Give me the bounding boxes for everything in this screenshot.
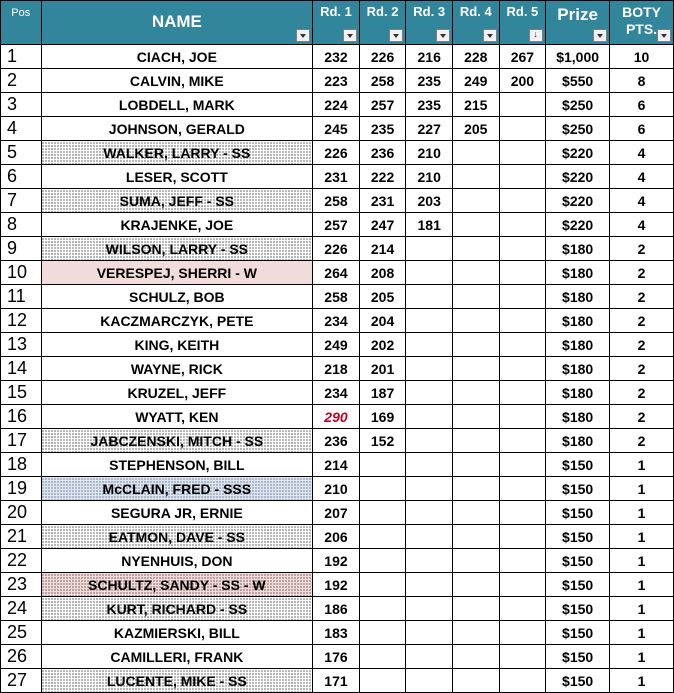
- prize-cell[interactable]: $550: [546, 69, 610, 93]
- rd5-score-cell[interactable]: 200: [499, 69, 546, 93]
- boty-points-cell[interactable]: 8: [610, 69, 674, 93]
- table-row: [1, 45, 674, 69]
- boty-points-cell[interactable]: 2: [610, 261, 674, 285]
- rd4-score-cell[interactable]: [452, 213, 499, 237]
- prize-cell[interactable]: $180: [546, 405, 610, 429]
- table-row: [1, 261, 674, 285]
- rd4-score-cell[interactable]: [452, 573, 499, 597]
- position-cell[interactable]: 11: [1, 285, 42, 309]
- rd3-score-cell[interactable]: [406, 381, 453, 405]
- rd3-score-cell[interactable]: [406, 237, 453, 261]
- rd1-score-cell[interactable]: 231: [313, 165, 360, 189]
- table-row: [1, 165, 674, 189]
- rd4-score-cell[interactable]: [452, 165, 499, 189]
- rd3-score-cell[interactable]: [406, 477, 453, 501]
- prize-cell[interactable]: $220: [546, 189, 610, 213]
- bowler-name-cell[interactable]: LUCENTE, MIKE - SS: [41, 669, 313, 693]
- bowler-name-cell[interactable]: JABCZENSKI, MITCH - SS: [41, 429, 313, 453]
- boty-points-cell[interactable]: 2: [610, 357, 674, 381]
- header-rd5-label: Rd. 5: [506, 4, 539, 19]
- rd2-score-cell[interactable]: 257: [359, 93, 406, 117]
- bowler-name-cell[interactable]: WYATT, KEN: [41, 405, 313, 429]
- table-row: [1, 645, 674, 669]
- rd2-score-cell[interactable]: 235: [359, 117, 406, 141]
- position-cell[interactable]: 12: [1, 309, 42, 333]
- bowler-name-cell[interactable]: KURT, RICHARD - SS: [41, 597, 313, 621]
- table-row: [1, 237, 674, 261]
- header-rd1[interactable]: [313, 1, 360, 45]
- rd1-score-cell[interactable]: 258: [313, 285, 360, 309]
- boty-points-cell[interactable]: 1: [610, 597, 674, 621]
- table-row: [1, 69, 674, 93]
- rd4-score-cell[interactable]: [452, 621, 499, 645]
- position-cell[interactable]: 17: [1, 429, 42, 453]
- rd4-score-cell[interactable]: [452, 261, 499, 285]
- rd5-score-cell[interactable]: [499, 645, 546, 669]
- rd2-score-cell[interactable]: [359, 549, 406, 573]
- prize-cell[interactable]: $220: [546, 141, 610, 165]
- table-row: [1, 477, 674, 501]
- bowler-name-cell[interactable]: WAYNE, RICK: [41, 357, 313, 381]
- rd1-score-cell[interactable]: 234: [313, 309, 360, 333]
- header-pos: Pos: [1, 1, 42, 45]
- header-prize[interactable]: [546, 1, 610, 45]
- rd2-score-cell[interactable]: 231: [359, 189, 406, 213]
- rd1-score-cell[interactable]: 183: [313, 621, 360, 645]
- position-cell[interactable]: 21: [1, 525, 42, 549]
- bowler-name-cell[interactable]: CIACH, JOE: [41, 45, 313, 69]
- rd4-score-cell[interactable]: [452, 141, 499, 165]
- rd2-score-cell[interactable]: 226: [359, 45, 406, 69]
- prize-cell[interactable]: $220: [546, 213, 610, 237]
- table-row: [1, 189, 674, 213]
- rd5-score-cell[interactable]: [499, 93, 546, 117]
- rd2-score-cell[interactable]: [359, 573, 406, 597]
- boty-points-cell[interactable]: 2: [610, 429, 674, 453]
- header-boty[interactable]: [610, 1, 674, 45]
- rd5-score-cell[interactable]: [499, 261, 546, 285]
- bowler-name-cell[interactable]: KACZMARCZYK, PETE: [41, 309, 313, 333]
- filter-dropdown-icon[interactable]: [657, 29, 671, 42]
- rd1-score-cell[interactable]: 192: [313, 549, 360, 573]
- rd5-score-cell[interactable]: [499, 573, 546, 597]
- rd3-score-cell[interactable]: 210: [406, 165, 453, 189]
- prize-cell[interactable]: $150: [546, 525, 610, 549]
- bowler-name-cell[interactable]: KAZMIERSKI, BILL: [41, 621, 313, 645]
- prize-cell[interactable]: $150: [546, 597, 610, 621]
- table-row: [1, 141, 674, 165]
- table-row: [1, 549, 674, 573]
- rd1-score-cell[interactable]: 236: [313, 429, 360, 453]
- boty-points-cell[interactable]: 1: [610, 525, 674, 549]
- rd4-score-cell[interactable]: [452, 525, 499, 549]
- rd1-score-cell[interactable]: 245: [313, 117, 360, 141]
- prize-cell[interactable]: $180: [546, 429, 610, 453]
- bowler-name-cell[interactable]: McCLAIN, FRED - SSS: [41, 477, 313, 501]
- rd2-score-cell[interactable]: [359, 645, 406, 669]
- filter-dropdown-icon[interactable]: [593, 29, 607, 42]
- rd2-score-cell[interactable]: [359, 501, 406, 525]
- rd2-score-cell[interactable]: 214: [359, 237, 406, 261]
- rd5-score-cell[interactable]: [499, 621, 546, 645]
- table-row: [1, 525, 674, 549]
- rd1-score-cell[interactable]: 171: [313, 669, 360, 693]
- table-row: [1, 381, 674, 405]
- rd3-score-cell[interactable]: [406, 309, 453, 333]
- table-row: [1, 453, 674, 477]
- rd4-score-cell[interactable]: [452, 285, 499, 309]
- rd2-score-cell[interactable]: 204: [359, 309, 406, 333]
- position-cell[interactable]: 4: [1, 117, 42, 141]
- rd4-score-cell[interactable]: 205: [452, 117, 499, 141]
- rd1-score-cell[interactable]: 234: [313, 381, 360, 405]
- rd3-score-cell[interactable]: 181: [406, 213, 453, 237]
- bowler-name-cell[interactable]: SCHULTZ, SANDY - SS - W: [41, 573, 313, 597]
- bowler-name-cell[interactable]: KRAJENKE, JOE: [41, 213, 313, 237]
- header-rd2-label: Rd. 2: [366, 4, 399, 19]
- position-cell[interactable]: 19: [1, 477, 42, 501]
- rd2-score-cell[interactable]: [359, 453, 406, 477]
- rd5-score-cell[interactable]: [499, 237, 546, 261]
- rd3-score-cell[interactable]: 210: [406, 141, 453, 165]
- rd4-score-cell[interactable]: 228: [452, 45, 499, 69]
- bowler-name-cell[interactable]: STEPHENSON, BILL: [41, 453, 313, 477]
- boty-points-cell[interactable]: 4: [610, 165, 674, 189]
- rd2-score-cell[interactable]: 187: [359, 381, 406, 405]
- boty-points-cell[interactable]: 2: [610, 285, 674, 309]
- position-cell[interactable]: 15: [1, 381, 42, 405]
- header-rd3[interactable]: [406, 1, 453, 45]
- prize-cell[interactable]: $150: [546, 501, 610, 525]
- rd3-score-cell[interactable]: [406, 573, 453, 597]
- rd2-score-cell[interactable]: 258: [359, 69, 406, 93]
- rd5-score-cell[interactable]: [499, 405, 546, 429]
- table-row: [1, 117, 674, 141]
- position-cell[interactable]: 9: [1, 237, 42, 261]
- rd4-score-cell[interactable]: [452, 477, 499, 501]
- rd2-score-cell[interactable]: [359, 597, 406, 621]
- rd2-score-cell[interactable]: 152: [359, 429, 406, 453]
- rd3-score-cell[interactable]: 203: [406, 189, 453, 213]
- boty-points-cell[interactable]: 1: [610, 501, 674, 525]
- header-rd3-label: Rd. 3: [413, 4, 446, 19]
- rd2-score-cell[interactable]: 236: [359, 141, 406, 165]
- rd5-score-cell[interactable]: [499, 453, 546, 477]
- rd2-score-cell[interactable]: 201: [359, 357, 406, 381]
- position-cell[interactable]: 27: [1, 669, 42, 693]
- prize-cell[interactable]: $150: [546, 453, 610, 477]
- rd5-score-cell[interactable]: [499, 549, 546, 573]
- boty-points-cell[interactable]: 10: [610, 45, 674, 69]
- rd3-score-cell[interactable]: 235: [406, 69, 453, 93]
- rd5-score-cell[interactable]: 267: [499, 45, 546, 69]
- rd1-score-cell[interactable]: 258: [313, 189, 360, 213]
- position-cell[interactable]: 14: [1, 357, 42, 381]
- position-cell[interactable]: 26: [1, 645, 42, 669]
- rd1-score-cell[interactable]: 226: [313, 237, 360, 261]
- rd4-score-cell[interactable]: [452, 189, 499, 213]
- table-row: [1, 501, 674, 525]
- boty-points-cell[interactable]: 2: [610, 381, 674, 405]
- rd1-score-cell[interactable]: 186: [313, 597, 360, 621]
- rd1-score-cell[interactable]: 210: [313, 477, 360, 501]
- header-name[interactable]: [41, 1, 313, 45]
- prize-cell[interactable]: $180: [546, 357, 610, 381]
- rd1-score-cell[interactable]: 176: [313, 645, 360, 669]
- rd5-score-cell[interactable]: [499, 669, 546, 693]
- rd5-score-cell[interactable]: [499, 357, 546, 381]
- bowler-name-cell[interactable]: KRUZEL, JEFF: [41, 381, 313, 405]
- rd4-score-cell[interactable]: 215: [452, 93, 499, 117]
- rd5-score-cell[interactable]: [499, 381, 546, 405]
- rd3-score-cell[interactable]: [406, 549, 453, 573]
- rd5-score-cell[interactable]: [499, 477, 546, 501]
- bowler-name-cell[interactable]: LOBDELL, MARK: [41, 93, 313, 117]
- prize-cell[interactable]: $180: [546, 333, 610, 357]
- rd5-score-cell[interactable]: [499, 213, 546, 237]
- rd1-score-cell[interactable]: 224: [313, 93, 360, 117]
- position-cell[interactable]: 10: [1, 261, 42, 285]
- rd5-score-cell[interactable]: [499, 285, 546, 309]
- rd3-score-cell[interactable]: 216: [406, 45, 453, 69]
- position-cell[interactable]: 16: [1, 405, 42, 429]
- rd5-score-cell[interactable]: [499, 141, 546, 165]
- table-row: [1, 621, 674, 645]
- bowler-name-cell[interactable]: VERESPEJ, SHERRI - W: [41, 261, 313, 285]
- rd3-score-cell[interactable]: [406, 669, 453, 693]
- bowler-name-cell[interactable]: CALVIN, MIKE: [41, 69, 313, 93]
- rd1-score-cell[interactable]: 226: [313, 141, 360, 165]
- filter-dropdown-icon[interactable]: [483, 29, 497, 42]
- rd3-score-cell[interactable]: [406, 405, 453, 429]
- header-name-label: NAME: [151, 12, 202, 31]
- sort-descending-icon[interactable]: [529, 29, 543, 42]
- rd1-score-cell[interactable]: 232: [313, 45, 360, 69]
- prize-cell[interactable]: $220: [546, 165, 610, 189]
- prize-cell[interactable]: $150: [546, 645, 610, 669]
- prize-cell[interactable]: $180: [546, 381, 610, 405]
- rd1-score-cell[interactable]: 207: [313, 501, 360, 525]
- position-cell[interactable]: 13: [1, 333, 42, 357]
- prize-cell[interactable]: $180: [546, 237, 610, 261]
- rd3-score-cell[interactable]: 235: [406, 93, 453, 117]
- rd3-score-cell[interactable]: [406, 261, 453, 285]
- prize-cell[interactable]: $180: [546, 309, 610, 333]
- rd5-score-cell[interactable]: [499, 501, 546, 525]
- rd5-score-cell[interactable]: [499, 597, 546, 621]
- rd4-score-cell[interactable]: [452, 381, 499, 405]
- bowler-name-cell[interactable]: KING, KEITH: [41, 333, 313, 357]
- prize-cell[interactable]: $150: [546, 549, 610, 573]
- filter-dropdown-icon[interactable]: [436, 29, 450, 42]
- prize-cell[interactable]: $250: [546, 93, 610, 117]
- position-cell[interactable]: 8: [1, 213, 42, 237]
- table-row: [1, 285, 674, 309]
- position-cell[interactable]: 20: [1, 501, 42, 525]
- rd5-score-cell[interactable]: [499, 309, 546, 333]
- rd1-score-cell[interactable]: 249: [313, 333, 360, 357]
- rd3-score-cell[interactable]: [406, 357, 453, 381]
- bowler-name-cell[interactable]: WILSON, LARRY - SS: [41, 237, 313, 261]
- boty-points-cell[interactable]: 6: [610, 117, 674, 141]
- rd3-score-cell[interactable]: [406, 333, 453, 357]
- rd2-score-cell[interactable]: 169: [359, 405, 406, 429]
- boty-points-cell[interactable]: 2: [610, 237, 674, 261]
- boty-points-cell[interactable]: 2: [610, 309, 674, 333]
- position-cell[interactable]: 3: [1, 93, 42, 117]
- position-cell[interactable]: 18: [1, 453, 42, 477]
- rd4-score-cell[interactable]: [452, 501, 499, 525]
- header-rd4-label: Rd. 4: [459, 4, 492, 19]
- prize-cell[interactable]: $250: [546, 117, 610, 141]
- rd5-score-cell[interactable]: [499, 189, 546, 213]
- header-rd2[interactable]: [359, 1, 406, 45]
- table-row: [1, 405, 674, 429]
- position-cell[interactable]: 25: [1, 621, 42, 645]
- rd1-score-cell[interactable]: 257: [313, 213, 360, 237]
- rd2-score-cell[interactable]: 205: [359, 285, 406, 309]
- rd1-score-cell[interactable]: 290: [313, 405, 360, 429]
- header-rd5[interactable]: [499, 1, 546, 45]
- rd3-score-cell[interactable]: [406, 621, 453, 645]
- header-boty-line1: BOTY: [622, 4, 661, 20]
- position-cell[interactable]: 23: [1, 573, 42, 597]
- rd5-score-cell[interactable]: [499, 525, 546, 549]
- boty-points-cell[interactable]: 1: [610, 573, 674, 597]
- rd1-score-cell[interactable]: 192: [313, 573, 360, 597]
- rd1-score-cell[interactable]: 223: [313, 69, 360, 93]
- rd4-score-cell[interactable]: [452, 309, 499, 333]
- rd2-score-cell[interactable]: [359, 669, 406, 693]
- rd1-score-cell[interactable]: 264: [313, 261, 360, 285]
- rd4-score-cell[interactable]: [452, 237, 499, 261]
- rd2-score-cell[interactable]: 222: [359, 165, 406, 189]
- position-cell[interactable]: 22: [1, 549, 42, 573]
- rd3-score-cell[interactable]: [406, 429, 453, 453]
- position-cell[interactable]: 1: [1, 45, 42, 69]
- boty-points-cell[interactable]: 4: [610, 213, 674, 237]
- position-cell[interactable]: 7: [1, 189, 42, 213]
- prize-cell[interactable]: $150: [546, 621, 610, 645]
- rd3-score-cell[interactable]: [406, 525, 453, 549]
- rd3-score-cell[interactable]: [406, 501, 453, 525]
- boty-points-cell[interactable]: 1: [610, 453, 674, 477]
- rd3-score-cell[interactable]: [406, 453, 453, 477]
- bowler-name-cell[interactable]: SCHULZ, BOB: [41, 285, 313, 309]
- table-row: [1, 333, 674, 357]
- rd2-score-cell[interactable]: 208: [359, 261, 406, 285]
- bowler-name-cell[interactable]: WALKER, LARRY - SS: [41, 141, 313, 165]
- rd4-score-cell[interactable]: [452, 669, 499, 693]
- boty-points-cell[interactable]: 1: [610, 477, 674, 501]
- bowler-name-cell[interactable]: NYENHUIS, DON: [41, 549, 313, 573]
- rd4-score-cell[interactable]: [452, 333, 499, 357]
- prize-cell[interactable]: $150: [546, 669, 610, 693]
- rd4-score-cell[interactable]: [452, 405, 499, 429]
- rd1-score-cell[interactable]: 214: [313, 453, 360, 477]
- rd5-score-cell[interactable]: [499, 165, 546, 189]
- filter-dropdown-icon[interactable]: [296, 29, 310, 42]
- prize-cell[interactable]: $150: [546, 477, 610, 501]
- rd2-score-cell[interactable]: [359, 477, 406, 501]
- rd2-score-cell[interactable]: 247: [359, 213, 406, 237]
- rd3-score-cell[interactable]: 227: [406, 117, 453, 141]
- rd2-score-cell[interactable]: 202: [359, 333, 406, 357]
- boty-points-cell[interactable]: 6: [610, 93, 674, 117]
- header-rd4[interactable]: [452, 1, 499, 45]
- bowler-name-cell[interactable]: SEGURA JR, ERNIE: [41, 501, 313, 525]
- rd4-score-cell[interactable]: [452, 549, 499, 573]
- rd4-score-cell[interactable]: [452, 453, 499, 477]
- position-cell[interactable]: 2: [1, 69, 42, 93]
- rd2-score-cell[interactable]: [359, 525, 406, 549]
- prize-cell[interactable]: $1,000: [546, 45, 610, 69]
- boty-points-cell[interactable]: 1: [610, 669, 674, 693]
- rd1-score-cell[interactable]: 206: [313, 525, 360, 549]
- rd3-score-cell[interactable]: [406, 597, 453, 621]
- table-row: [1, 309, 674, 333]
- boty-points-cell[interactable]: 1: [610, 645, 674, 669]
- rd3-score-cell[interactable]: [406, 645, 453, 669]
- table-row: [1, 573, 674, 597]
- position-cell[interactable]: 6: [1, 165, 42, 189]
- boty-points-cell[interactable]: 1: [610, 621, 674, 645]
- rd5-score-cell[interactable]: [499, 117, 546, 141]
- prize-cell[interactable]: $150: [546, 573, 610, 597]
- table-row: [1, 597, 674, 621]
- filter-dropdown-icon[interactable]: [389, 29, 403, 42]
- bowler-name-cell[interactable]: LESER, SCOTT: [41, 165, 313, 189]
- boty-points-cell[interactable]: 4: [610, 189, 674, 213]
- header-row: [1, 1, 674, 45]
- position-cell[interactable]: 24: [1, 597, 42, 621]
- filter-dropdown-icon[interactable]: [343, 29, 357, 42]
- bowler-name-cell[interactable]: SUMA, JEFF - SS: [41, 189, 313, 213]
- rd4-score-cell[interactable]: [452, 429, 499, 453]
- boty-points-cell[interactable]: 2: [610, 405, 674, 429]
- boty-points-cell[interactable]: 1: [610, 549, 674, 573]
- table-row: [1, 213, 674, 237]
- rd4-score-cell[interactable]: [452, 645, 499, 669]
- rd3-score-cell[interactable]: [406, 285, 453, 309]
- table-row: [1, 93, 674, 117]
- table-row: [1, 429, 674, 453]
- rd4-score-cell[interactable]: 249: [452, 69, 499, 93]
- rd1-score-cell[interactable]: 218: [313, 357, 360, 381]
- table-row: [1, 357, 674, 381]
- header-boty-line2: PTS.: [625, 21, 658, 37]
- position-cell[interactable]: 5: [1, 141, 42, 165]
- bowler-name-cell[interactable]: EATMON, DAVE - SS: [41, 525, 313, 549]
- table-row: [1, 669, 674, 693]
- rd4-score-cell[interactable]: [452, 357, 499, 381]
- bowler-name-cell[interactable]: CAMILLERI, FRANK: [41, 645, 313, 669]
- rd4-score-cell[interactable]: [452, 597, 499, 621]
- rd2-score-cell[interactable]: [359, 621, 406, 645]
- header-prize-label: Prize: [557, 5, 598, 24]
- bowler-name-cell[interactable]: JOHNSON, GERALD: [41, 117, 313, 141]
- rd5-score-cell[interactable]: [499, 333, 546, 357]
- boty-points-cell[interactable]: 4: [610, 141, 674, 165]
- header-rd1-label: Rd. 1: [320, 4, 352, 19]
- boty-points-cell[interactable]: 2: [610, 333, 674, 357]
- rd5-score-cell[interactable]: [499, 429, 546, 453]
- prize-cell[interactable]: $180: [546, 285, 610, 309]
- prize-cell[interactable]: $180: [546, 261, 610, 285]
